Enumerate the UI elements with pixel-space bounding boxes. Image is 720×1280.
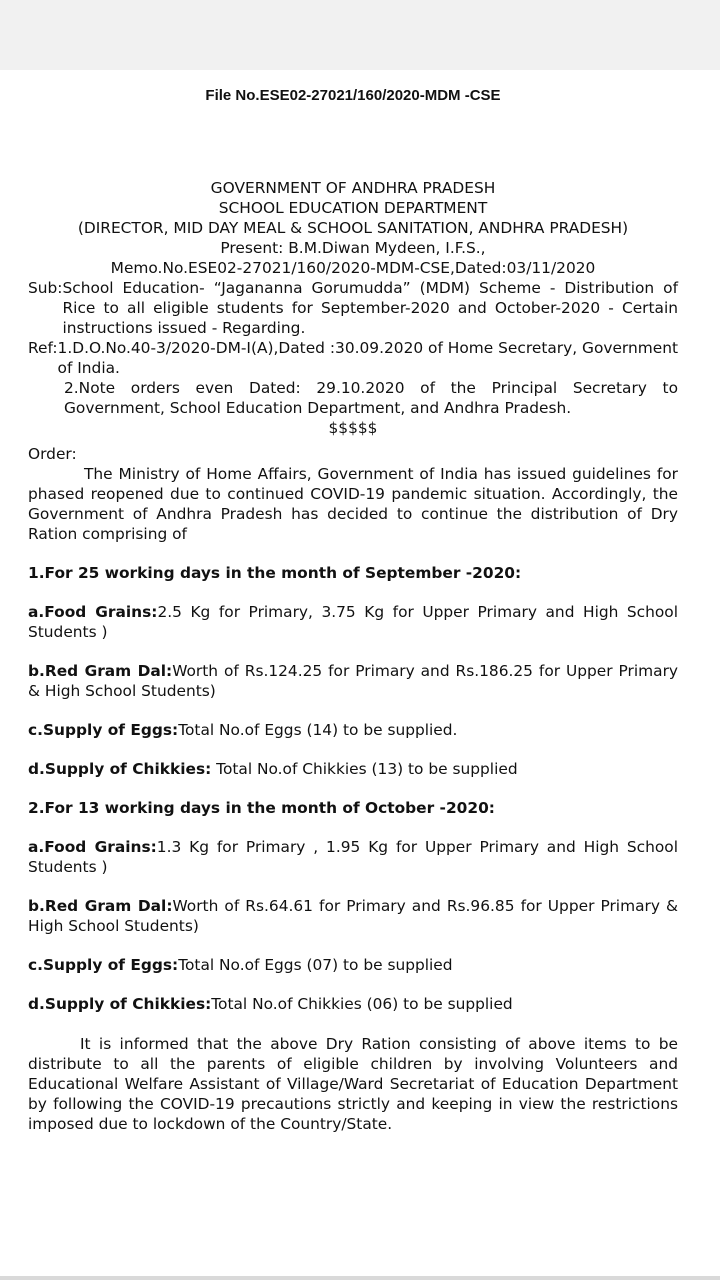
item-label: a.Food Grains: bbox=[28, 838, 157, 856]
item-text: 2.5 Kg for Primary, 3.75 Kg for Upper Primary and High School Students ) bbox=[28, 603, 678, 641]
item-label: d.Supply of Chikkies: bbox=[28, 995, 212, 1013]
item-text: Total No.of Eggs (14) to be supplied. bbox=[178, 721, 458, 739]
september-heading: 1.For 25 working days in the month of September -2020: bbox=[28, 564, 522, 582]
october-food-grains bbox=[28, 837, 678, 877]
item-label: d.Supply of Chikkies: bbox=[28, 760, 212, 778]
item-text: Total No.of Chikkies (13) to be supplied bbox=[211, 760, 518, 778]
september-chikkies bbox=[28, 759, 678, 779]
item-text: Total No.of Eggs (07) to be supplied bbox=[178, 956, 453, 974]
viewer-top-bar bbox=[0, 0, 720, 70]
september-eggs bbox=[28, 720, 678, 740]
september-red-gram-dal bbox=[28, 661, 678, 701]
header-department: SCHOOL EDUCATION DEPARTMENT bbox=[218, 199, 488, 217]
item-text: 1.3 Kg for Primary , 1.95 Kg for Upper Primary and High School Students ) bbox=[28, 838, 678, 876]
order-label: Order: bbox=[28, 445, 77, 463]
reference-block bbox=[28, 338, 678, 378]
september-food-grains bbox=[28, 602, 678, 642]
october-chikkies bbox=[28, 994, 678, 1014]
reference-2: 2.Note orders even Dated: 29.10.2020 of the Principal Secretary to Government, School Education Department, and Andhra Pradesh. bbox=[64, 379, 678, 417]
header-government: GOVERNMENT OF ANDHRA PRADESH bbox=[210, 179, 496, 197]
item-label: b.Red Gram Dal: bbox=[28, 897, 173, 915]
item-text: Worth of Rs.64.61 for Primary and Rs.96.85 for Upper Primary & High School Students) bbox=[28, 897, 679, 935]
reference-label: Ref: bbox=[28, 339, 58, 357]
item-label: b.Red Gram Dal: bbox=[28, 662, 173, 680]
separator: $$$$$ bbox=[328, 419, 378, 437]
viewer-bottom-edge bbox=[0, 1276, 720, 1280]
item-label: c.Supply of Eggs: bbox=[28, 721, 179, 739]
memo-number: Memo.No.ESE02-27021/160/2020-MDM-CSE,Dated:03/11/2020 bbox=[110, 259, 596, 277]
october-eggs bbox=[28, 955, 678, 975]
order-intro: The Ministry of Home Affairs, Government of India has issued guidelines for phased reopened due to continued COVID-19 pandemic situation. Accordingly, the Government of Andhra Pradesh has decided to continue the distribution of Dry Ration comprising of bbox=[28, 465, 678, 543]
header-directorate: (DIRECTOR, MID DAY MEAL & SCHOOL SANITATION, ANDHRA PRADESH) bbox=[77, 219, 629, 237]
item-text: Total No.of Chikkies (06) to be supplied bbox=[211, 995, 513, 1013]
file-number: File No.ESE02-27021/160/2020-MDM -CSE bbox=[205, 87, 501, 104]
closing-paragraph: It is informed that the above Dry Ration consisting of above items to be distribute to all the parents of eligible children by involving Volunteers and Educational Welfare Assistant of Village/Ward Secretariat of Education Department by following the COVID-19 precautions strictly and keeping in view the restrictions imposed due to lockdown of the Country/State. bbox=[28, 1035, 678, 1133]
october-heading: 2.For 13 working days in the month of October -2020: bbox=[28, 799, 495, 817]
october-red-gram-dal bbox=[28, 896, 678, 936]
subject-block bbox=[28, 278, 678, 338]
item-text: Worth of Rs.124.25 for Primary and Rs.186.25 for Upper Primary & High School Students) bbox=[28, 662, 679, 700]
subject-label: Sub: bbox=[28, 279, 63, 297]
subject-text: School Education- “Jagananna Gorumudda” (MDM) Scheme - Distribution of Rice to all eligible students for September-2020 and October-2020 - Certain instructions issued - Regarding. bbox=[62, 279, 678, 337]
reference-1: 1.D.O.No.40-3/2020-DM-I(A),Dated :30.09.2020 of Home Secretary, Government of India. bbox=[57, 339, 678, 377]
document-page bbox=[28, 84, 678, 1134]
item-label: c.Supply of Eggs: bbox=[28, 956, 179, 974]
item-label: a.Food Grains: bbox=[28, 603, 158, 621]
header-present: Present: B.M.Diwan Mydeen, I.F.S., bbox=[220, 239, 486, 257]
